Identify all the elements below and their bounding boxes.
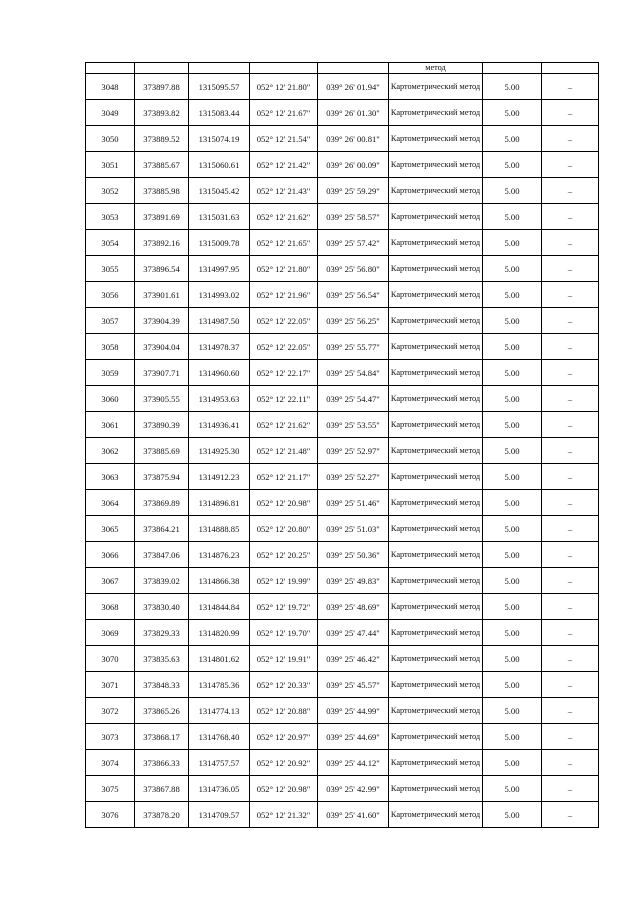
cell-method: Картометрический метод [389, 724, 483, 750]
cell-method: Картометрический метод [389, 542, 483, 568]
cell-accuracy [483, 63, 542, 74]
cell-note: – [542, 386, 599, 412]
cell-point-number: 3060 [86, 386, 135, 412]
cell-x: 373839.02 [135, 568, 189, 594]
cell-x: 373878.20 [135, 802, 189, 828]
cell-latitude: 052° 12' 21.65" [250, 230, 318, 256]
cell-latitude: 052° 12' 20.33" [250, 672, 318, 698]
cell-longitude: 039° 25' 51.46" [318, 490, 389, 516]
cell-y: 1314987.50 [189, 308, 250, 334]
cell-accuracy: 5.00 [483, 516, 542, 542]
cell-y: 1314997.95 [189, 256, 250, 282]
cell-y: 1314953.63 [189, 386, 250, 412]
cell-x: 373885.69 [135, 438, 189, 464]
cell-y: 1314876.23 [189, 542, 250, 568]
cell-accuracy: 5.00 [483, 308, 542, 334]
cell-note: – [542, 308, 599, 334]
cell-accuracy: 5.00 [483, 412, 542, 438]
cell-longitude: 039° 25' 57.42" [318, 230, 389, 256]
table-row [86, 724, 599, 750]
table-row [86, 802, 599, 828]
cell-x: 373896.54 [135, 256, 189, 282]
cell-method: Картометрический метод [389, 620, 483, 646]
cell-point-number: 3050 [86, 126, 135, 152]
table-row [86, 438, 599, 464]
cell-longitude: 039° 26' 00.09" [318, 152, 389, 178]
cell-point-number: 3072 [86, 698, 135, 724]
cell-accuracy: 5.00 [483, 230, 542, 256]
cell-longitude: 039° 25' 44.99" [318, 698, 389, 724]
cell-x: 373865.26 [135, 698, 189, 724]
cell-longitude: 039° 25' 46.42" [318, 646, 389, 672]
cell-method: Картометрический метод [389, 516, 483, 542]
cell-latitude: 052° 12' 21.32" [250, 802, 318, 828]
cell-latitude: 052° 12' 21.62" [250, 204, 318, 230]
cell-note: – [542, 282, 599, 308]
cell-method: Картометрический метод [389, 412, 483, 438]
cell-y: 1315045.42 [189, 178, 250, 204]
cell-accuracy: 5.00 [483, 334, 542, 360]
cell-note [542, 63, 599, 74]
cell-y: 1314768.40 [189, 724, 250, 750]
table-row [86, 74, 599, 100]
cell-accuracy: 5.00 [483, 360, 542, 386]
table-row [86, 490, 599, 516]
cell-point-number: 3074 [86, 750, 135, 776]
cell-note: – [542, 594, 599, 620]
cell-note: – [542, 568, 599, 594]
cell-latitude: 052° 12' 21.67" [250, 100, 318, 126]
cell-x [135, 63, 189, 74]
table-row [86, 568, 599, 594]
cell-longitude: 039° 25' 56.25" [318, 308, 389, 334]
cell-note: – [542, 776, 599, 802]
cell-latitude: 052° 12' 19.99" [250, 568, 318, 594]
table-row [86, 282, 599, 308]
cell-point-number: 3076 [86, 802, 135, 828]
cell-accuracy: 5.00 [483, 750, 542, 776]
cell-point-number: 3055 [86, 256, 135, 282]
cell-note: – [542, 126, 599, 152]
cell-accuracy: 5.00 [483, 776, 542, 802]
table-row [86, 516, 599, 542]
cell-y: 1314912.23 [189, 464, 250, 490]
cell-point-number: 3059 [86, 360, 135, 386]
cell-x: 373830.40 [135, 594, 189, 620]
cell-longitude: 039° 25' 54.47" [318, 386, 389, 412]
cell-accuracy: 5.00 [483, 490, 542, 516]
cell-x: 373867.88 [135, 776, 189, 802]
cell-point-number: 3075 [86, 776, 135, 802]
cell-x: 373893.82 [135, 100, 189, 126]
cell-accuracy: 5.00 [483, 464, 542, 490]
cell-note: – [542, 750, 599, 776]
cell-method: Картометрический метод [389, 360, 483, 386]
cell-point-number: 3067 [86, 568, 135, 594]
cell-method: Картометрический метод [389, 230, 483, 256]
coordinates-table [85, 62, 599, 828]
cell-latitude: 052° 12' 21.48" [250, 438, 318, 464]
cell-point-number: 3066 [86, 542, 135, 568]
cell-method: Картометрический метод [389, 568, 483, 594]
cell-y: 1314820.99 [189, 620, 250, 646]
cell-longitude: 039° 25' 59.29" [318, 178, 389, 204]
table-row [86, 672, 599, 698]
cell-y: 1314925.30 [189, 438, 250, 464]
cell-y: 1315083.44 [189, 100, 250, 126]
cell-latitude: 052° 12' 21.17" [250, 464, 318, 490]
cell-method: Картометрический метод [389, 490, 483, 516]
cell-x: 373885.67 [135, 152, 189, 178]
cell-y: 1315060.61 [189, 152, 250, 178]
cell-accuracy: 5.00 [483, 542, 542, 568]
table-row [86, 334, 599, 360]
cell-method: Картометрический метод [389, 152, 483, 178]
cell-accuracy: 5.00 [483, 386, 542, 412]
table-row [86, 230, 599, 256]
table-row [86, 464, 599, 490]
cell-point-number: 3065 [86, 516, 135, 542]
cell-point-number: 3051 [86, 152, 135, 178]
table-body [86, 63, 599, 828]
cell-latitude: 052° 12' 20.88" [250, 698, 318, 724]
table-row [86, 204, 599, 230]
cell-longitude: 039° 25' 52.27" [318, 464, 389, 490]
table-row [86, 126, 599, 152]
cell-latitude: 052° 12' 21.62" [250, 412, 318, 438]
cell-point-number: 3069 [86, 620, 135, 646]
cell-accuracy: 5.00 [483, 594, 542, 620]
cell-longitude: 039° 25' 49.83" [318, 568, 389, 594]
table-row [86, 542, 599, 568]
cell-method: Картометрический метод [389, 386, 483, 412]
cell-note: – [542, 100, 599, 126]
cell-latitude: 052° 12' 22.05" [250, 308, 318, 334]
cell-accuracy: 5.00 [483, 620, 542, 646]
cell-point-number: 3063 [86, 464, 135, 490]
cell-note: – [542, 230, 599, 256]
cell-method: Картометрический метод [389, 464, 483, 490]
cell-accuracy: 5.00 [483, 672, 542, 698]
cell-y: 1314888.85 [189, 516, 250, 542]
cell-method: Картометрический метод [389, 334, 483, 360]
cell-x: 373875.94 [135, 464, 189, 490]
cell-longitude: 039° 25' 48.69" [318, 594, 389, 620]
cell-point-number: 3073 [86, 724, 135, 750]
cell-latitude: 052° 12' 22.17" [250, 360, 318, 386]
cell-latitude: 052° 12' 22.11" [250, 386, 318, 412]
cell-accuracy: 5.00 [483, 126, 542, 152]
table-row [86, 646, 599, 672]
cell-note: – [542, 698, 599, 724]
cell-y: 1314960.60 [189, 360, 250, 386]
cell-accuracy: 5.00 [483, 646, 542, 672]
cell-note: – [542, 802, 599, 828]
cell-longitude: 039° 25' 42.99" [318, 776, 389, 802]
cell-longitude [318, 63, 389, 74]
cell-note: – [542, 256, 599, 282]
cell-point-number: 3062 [86, 438, 135, 464]
cell-method: метод [389, 63, 483, 74]
cell-note: – [542, 724, 599, 750]
cell-longitude: 039° 26' 01.94" [318, 74, 389, 100]
cell-latitude: 052° 12' 21.54" [250, 126, 318, 152]
cell-point-number: 3056 [86, 282, 135, 308]
cell-longitude: 039° 25' 41.60" [318, 802, 389, 828]
cell-accuracy: 5.00 [483, 152, 542, 178]
cell-y: 1314757.57 [189, 750, 250, 776]
cell-latitude [250, 63, 318, 74]
cell-y: 1314936.41 [189, 412, 250, 438]
cell-x: 373889.52 [135, 126, 189, 152]
cell-y: 1314709.57 [189, 802, 250, 828]
cell-latitude: 052° 12' 21.80" [250, 74, 318, 100]
cell-latitude: 052° 12' 21.96" [250, 282, 318, 308]
cell-note: – [542, 516, 599, 542]
cell-accuracy: 5.00 [483, 74, 542, 100]
cell-latitude: 052° 12' 21.42" [250, 152, 318, 178]
cell-point-number: 3071 [86, 672, 135, 698]
cell-longitude: 039° 25' 55.77" [318, 334, 389, 360]
cell-x: 373866.33 [135, 750, 189, 776]
cell-y: 1315074.19 [189, 126, 250, 152]
cell-latitude: 052° 12' 20.97" [250, 724, 318, 750]
cell-x: 373904.39 [135, 308, 189, 334]
cell-x: 373835.63 [135, 646, 189, 672]
cell-latitude: 052° 12' 20.98" [250, 776, 318, 802]
cell-y: 1314736.05 [189, 776, 250, 802]
cell-latitude: 052° 12' 22.05" [250, 334, 318, 360]
cell-point-number [86, 63, 135, 74]
cell-longitude: 039° 26' 01.30" [318, 100, 389, 126]
cell-method: Картометрический метод [389, 282, 483, 308]
cell-longitude: 039° 25' 44.69" [318, 724, 389, 750]
table-row [86, 100, 599, 126]
cell-point-number: 3068 [86, 594, 135, 620]
cell-latitude: 052° 12' 20.80" [250, 516, 318, 542]
cell-note: – [542, 620, 599, 646]
cell-x: 373890.39 [135, 412, 189, 438]
cell-y: 1315031.63 [189, 204, 250, 230]
table-row [86, 308, 599, 334]
cell-x: 373829.33 [135, 620, 189, 646]
cell-latitude: 052° 12' 20.92" [250, 750, 318, 776]
cell-x: 373891.69 [135, 204, 189, 230]
table-row [86, 178, 599, 204]
cell-note: – [542, 646, 599, 672]
table-row [86, 256, 599, 282]
table-row [86, 698, 599, 724]
table-row [86, 386, 599, 412]
cell-accuracy: 5.00 [483, 802, 542, 828]
cell-point-number: 3064 [86, 490, 135, 516]
cell-method: Картометрический метод [389, 776, 483, 802]
cell-y: 1314785.36 [189, 672, 250, 698]
cell-note: – [542, 360, 599, 386]
cell-latitude: 052° 12' 19.91" [250, 646, 318, 672]
cell-method: Картометрический метод [389, 74, 483, 100]
cell-longitude: 039° 25' 56.80" [318, 256, 389, 282]
cell-accuracy: 5.00 [483, 568, 542, 594]
cell-x: 373897.88 [135, 74, 189, 100]
cell-x: 373848.33 [135, 672, 189, 698]
cell-latitude: 052° 12' 21.80" [250, 256, 318, 282]
cell-x: 373885.98 [135, 178, 189, 204]
cell-x: 373901.61 [135, 282, 189, 308]
cell-method: Картометрический метод [389, 256, 483, 282]
table-row [86, 620, 599, 646]
cell-method: Картометрический метод [389, 802, 483, 828]
cell-method: Картометрический метод [389, 672, 483, 698]
cell-method: Картометрический метод [389, 126, 483, 152]
cell-accuracy: 5.00 [483, 100, 542, 126]
cell-accuracy: 5.00 [483, 724, 542, 750]
table-row [86, 594, 599, 620]
cell-note: – [542, 438, 599, 464]
table-row [86, 360, 599, 386]
cell-point-number: 3058 [86, 334, 135, 360]
cell-x: 373869.89 [135, 490, 189, 516]
cell-point-number: 3061 [86, 412, 135, 438]
cell-y: 1314978.37 [189, 334, 250, 360]
cell-note: – [542, 542, 599, 568]
cell-y: 1314774.13 [189, 698, 250, 724]
cell-accuracy: 5.00 [483, 438, 542, 464]
cell-accuracy: 5.00 [483, 178, 542, 204]
cell-note: – [542, 490, 599, 516]
cell-note: – [542, 204, 599, 230]
cell-method: Картометрический метод [389, 100, 483, 126]
cell-latitude: 052° 12' 20.98" [250, 490, 318, 516]
cell-note: – [542, 334, 599, 360]
cell-method: Картометрический метод [389, 178, 483, 204]
table-row [86, 776, 599, 802]
cell-y: 1314896.81 [189, 490, 250, 516]
cell-longitude: 039° 25' 53.55" [318, 412, 389, 438]
cell-latitude: 052° 12' 20.25" [250, 542, 318, 568]
cell-x: 373892.16 [135, 230, 189, 256]
cell-point-number: 3070 [86, 646, 135, 672]
cell-longitude: 039° 25' 56.54" [318, 282, 389, 308]
cell-y: 1315095.57 [189, 74, 250, 100]
cell-method: Картометрический метод [389, 646, 483, 672]
continued-row [86, 63, 599, 74]
cell-method: Картометрический метод [389, 438, 483, 464]
cell-x: 373905.55 [135, 386, 189, 412]
cell-note: – [542, 178, 599, 204]
cell-latitude: 052° 12' 21.43" [250, 178, 318, 204]
cell-accuracy: 5.00 [483, 256, 542, 282]
cell-longitude: 039° 25' 47.44" [318, 620, 389, 646]
cell-point-number: 3048 [86, 74, 135, 100]
cell-accuracy: 5.00 [483, 698, 542, 724]
cell-longitude: 039° 25' 45.57" [318, 672, 389, 698]
cell-x: 373864.21 [135, 516, 189, 542]
table-row [86, 412, 599, 438]
cell-note: – [542, 672, 599, 698]
cell-x: 373847.06 [135, 542, 189, 568]
cell-method: Картометрический метод [389, 750, 483, 776]
cell-longitude: 039° 25' 51.03" [318, 516, 389, 542]
cell-accuracy: 5.00 [483, 282, 542, 308]
cell-longitude: 039° 25' 58.57" [318, 204, 389, 230]
cell-note: – [542, 412, 599, 438]
cell-point-number: 3057 [86, 308, 135, 334]
cell-x: 373904.04 [135, 334, 189, 360]
cell-latitude: 052° 12' 19.72" [250, 594, 318, 620]
cell-x: 373868.17 [135, 724, 189, 750]
cell-y [189, 63, 250, 74]
cell-note: – [542, 74, 599, 100]
cell-y: 1315009.78 [189, 230, 250, 256]
table-row [86, 750, 599, 776]
cell-method: Картометрический метод [389, 594, 483, 620]
cell-y: 1314844.84 [189, 594, 250, 620]
cell-longitude: 039° 25' 54.84" [318, 360, 389, 386]
cell-accuracy: 5.00 [483, 204, 542, 230]
cell-longitude: 039° 26' 00.81" [318, 126, 389, 152]
cell-latitude: 052° 12' 19.70" [250, 620, 318, 646]
cell-method: Картометрический метод [389, 204, 483, 230]
cell-note: – [542, 464, 599, 490]
cell-y: 1314801.62 [189, 646, 250, 672]
cell-method: Картометрический метод [389, 308, 483, 334]
cell-point-number: 3053 [86, 204, 135, 230]
table-row [86, 152, 599, 178]
cell-longitude: 039° 25' 44.12" [318, 750, 389, 776]
cell-x: 373907.71 [135, 360, 189, 386]
cell-point-number: 3054 [86, 230, 135, 256]
cell-y: 1314993.02 [189, 282, 250, 308]
cell-longitude: 039° 25' 52.97" [318, 438, 389, 464]
cell-method: Картометрический метод [389, 698, 483, 724]
cell-y: 1314866.38 [189, 568, 250, 594]
cell-point-number: 3049 [86, 100, 135, 126]
cell-longitude: 039° 25' 50.36" [318, 542, 389, 568]
cell-point-number: 3052 [86, 178, 135, 204]
cell-note: – [542, 152, 599, 178]
